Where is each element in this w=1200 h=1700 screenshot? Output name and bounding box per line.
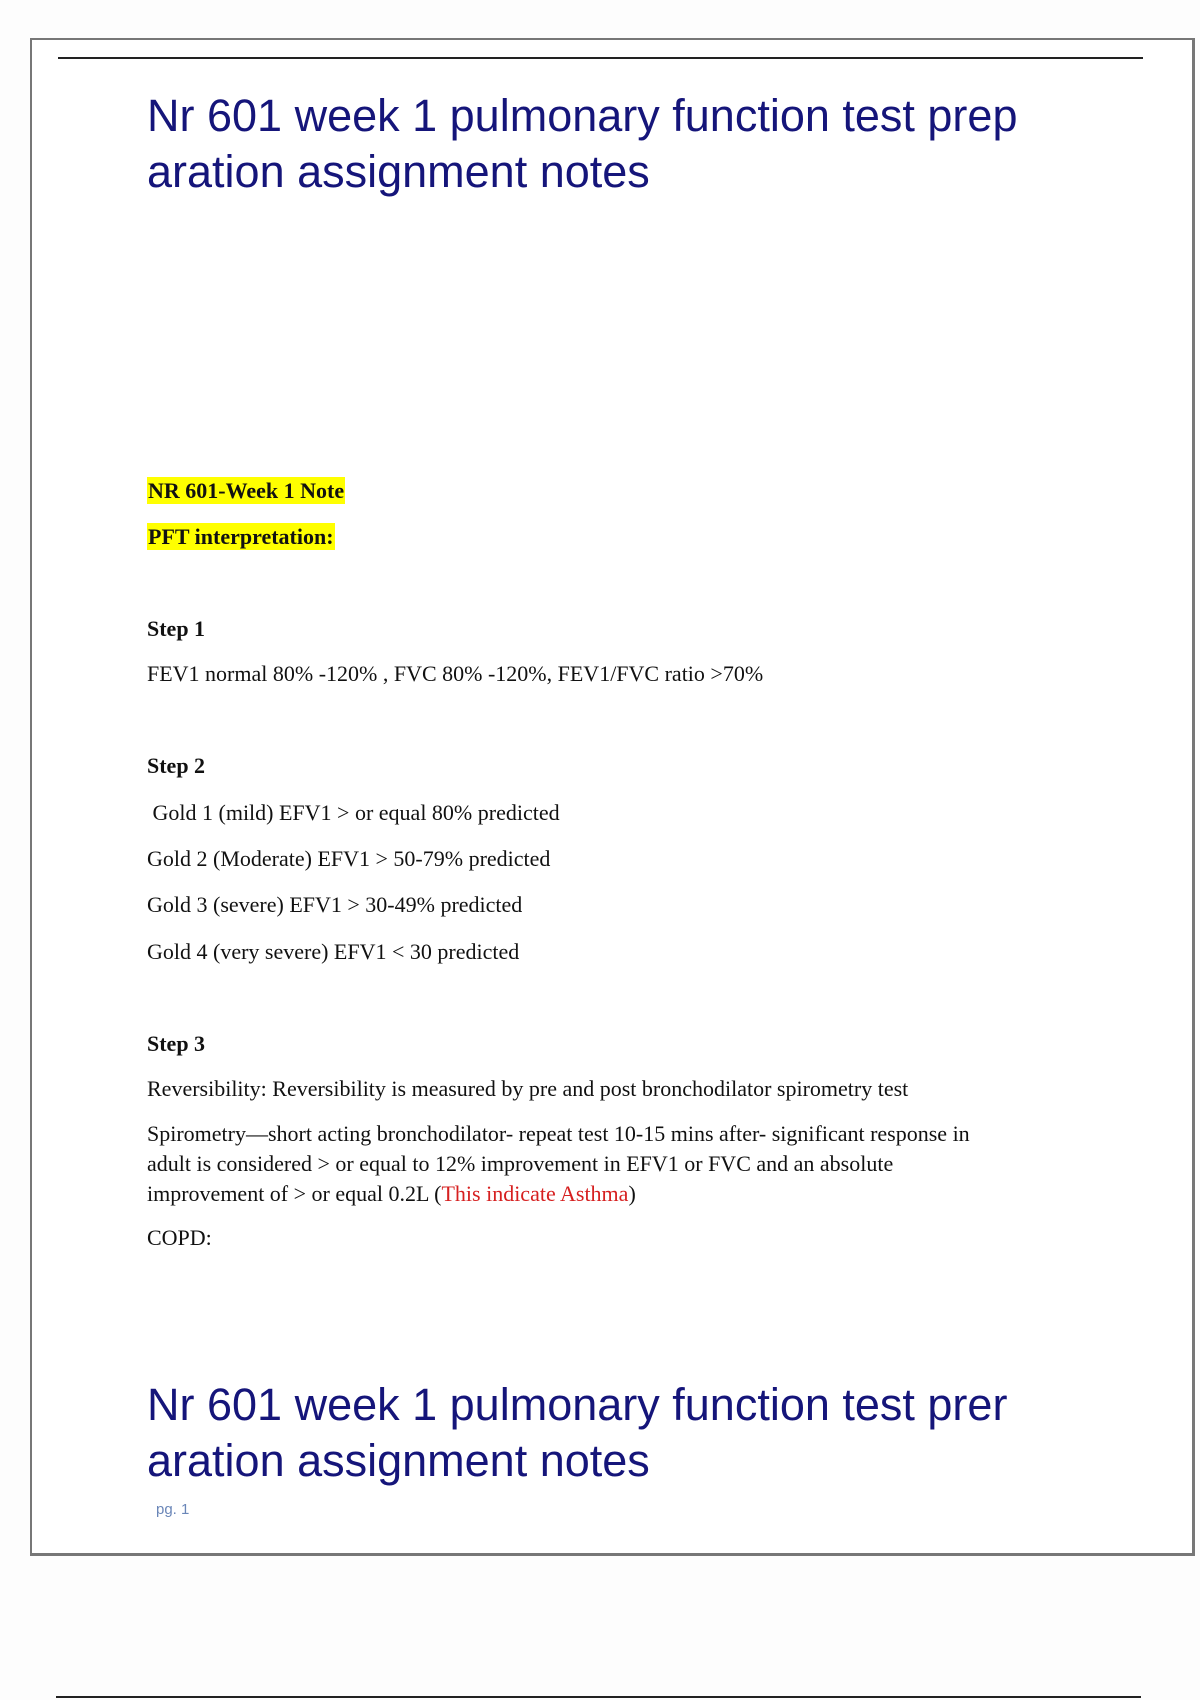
copd-label: COPD: — [147, 1225, 212, 1250]
step2-gold3: Gold 3 (severe) EFV1 > 30-49% predicted — [147, 892, 523, 917]
footer-title — [147, 1377, 1107, 1489]
course-note — [147, 478, 345, 504]
step2-gold4: Gold 4 (very severe) EFV1 < 30 predicted — [147, 939, 520, 964]
document-title — [147, 88, 1107, 200]
asthma-note: This indicate Asthma — [441, 1181, 629, 1206]
header-rule — [58, 57, 1143, 59]
step1-heading: Step 1 — [147, 616, 206, 641]
footer-title-line-2: aration assignment notes — [147, 1435, 650, 1486]
section-title-highlight: PFT interpretation: — [148, 524, 334, 549]
course-note-highlight: NR 601-Week 1 Note — [148, 478, 345, 503]
spirometry-line-3-post: ) — [628, 1181, 636, 1206]
step2-gold2: Gold 2 (Moderate) EFV1 > 50-79% predicted — [147, 846, 551, 871]
spirometry-paragraph — [147, 1119, 1107, 1209]
section-title — [147, 524, 335, 550]
footer-title-line-1: Nr 601 week 1 pulmonary function test prer — [147, 1379, 1008, 1430]
page-number: pg. 1 — [156, 1501, 190, 1518]
spirometry-line-1: Spirometry—short acting bronchodilator- repeat test 10-15 mins after- significant response in — [147, 1121, 970, 1146]
spirometry-line-2: adult is considered > or equal to 12% improvement in EFV1 or FVC and an absolute — [147, 1151, 894, 1176]
step3-heading: Step 3 — [147, 1031, 206, 1056]
document-page — [30, 38, 1195, 1556]
spirometry-line-3-pre: improvement of > or equal 0.2L ( — [147, 1181, 442, 1206]
next-page-header-rule — [56, 1696, 1141, 1698]
reversibility-line: Reversibility: Reversibility is measured by pre and post bronchodilator spirometry test — [147, 1076, 909, 1101]
title-line-1: Nr 601 week 1 pulmonary function test prep — [147, 90, 1018, 141]
step1-line: FEV1 normal 80% -120% , FVC 80% -120%, FEV1/FVC ratio >70% — [147, 661, 764, 686]
step2-gold1: Gold 1 (mild) EFV1 > or equal 80% predicted — [147, 800, 560, 825]
title-line-2: aration assignment notes — [147, 146, 650, 197]
step2-heading: Step 2 — [147, 753, 206, 778]
